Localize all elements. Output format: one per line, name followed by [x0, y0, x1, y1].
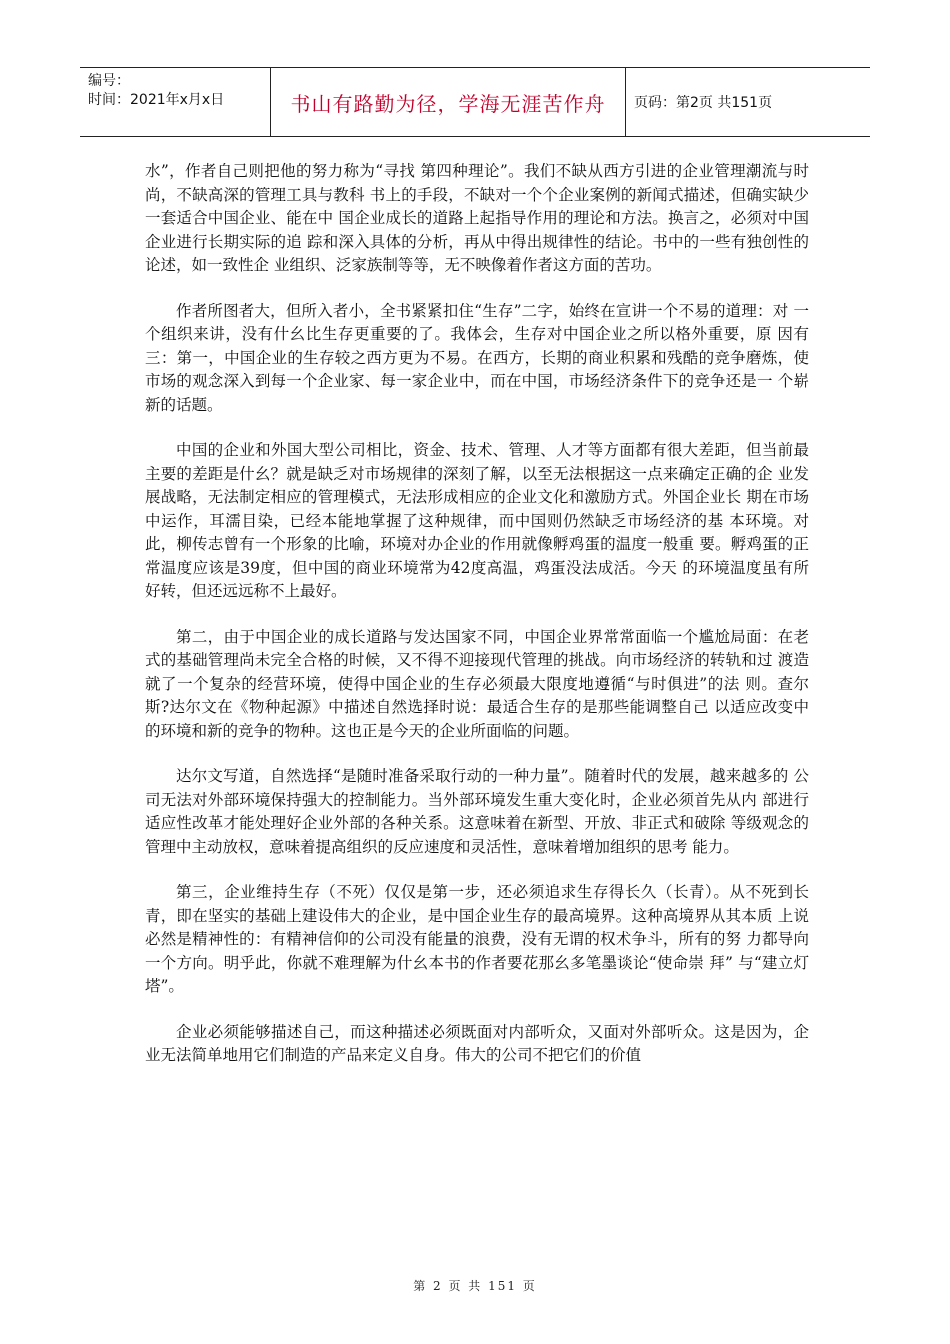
- page-footer: 第 2 页 共 151 页: [413, 1279, 537, 1293]
- header-meta: [80, 68, 270, 136]
- paragraph: 达尔文写道，自然选择“是随时准备采取行动的一种力量”。随着时代的发展，越来越多的 公司无法对外部环境保持强大的控制能力。当外部环境发生重大变化时，企业必须首先从内 部进行适应性改革才能处理好企业外部的各种关系。这意味着在新型、开放、非正式和破除 等级观念的管理中主动放权，意味着提高组织的反应速度和灵活性，意味着增加组织的思考 能力。: [145, 767, 809, 856]
- document-body: [145, 160, 809, 1090]
- paragraph: 作者所图者大，但所入者小，全书紧紧扣住“生存”二字，始终在宣讲一个不易的道理：对 一个组织来讲，没有什幺比生存更重要的了。我体会，生存对中国企业之所以格外重要，原 因有三：第一，中国企业的生存较之西方更为不易。在西方，长期的商业积累和残酷的竞争磨炼，使 市场的观念深入到每一个企业家、每一家企业中，而在中国，市场经济条件下的竞争还是一 个崭 新的话题。: [145, 301, 809, 414]
- paragraph: 第三，企业维持生存（不死）仅仅是第一步，还必须追求生存得长久（长青）。从不死到长 青，即在坚实的基础上建设伟大的企业，是中国企业生存的最高境界。这种高境界从其本质 上说必然是精神性的：有精神信仰的公司没有能量的浪费，没有无谓的权术争斗，所有的努 力都导向一个方向。明乎此，你就不难理解为什幺本书的作者要花那幺多笔墨谈论“使命崇 拜” 与“建立灯塔”。: [145, 883, 809, 995]
- header-page-number: 页码：第2页 共151页: [634, 95, 773, 111]
- document-number-label: 编号：: [88, 73, 130, 89]
- document-date-label: 时间：2021年x月x日: [88, 92, 225, 108]
- paragraph: 企业必须能够描述自己，而这种描述必须既面对内部听众，又面对外部听众。这是因为，企 业无法简单地用它们制造的产品来定义自身。伟大的公司不把它们的价值: [145, 1022, 809, 1064]
- paragraph: 第二，由于中国企业的成长道路与发达国家不同，中国企业界常常面临一个尴尬局面：在老 式的基础管理尚未完全合格的时候，又不得不迎接现代管理的挑战。向市场经济的转轨和过 渡造就了一个复杂的经营环境，使得中国企业的生存必须最大限度地遵循“与时俱进”的法 则。查尔斯?达尔文在《物种起源》中描述自然选择时说：最适合生存的是那些能调整自己 以适应改变中的环境和新的竞争的物种。这也正是今天的企业所面临的问题。: [145, 627, 809, 740]
- page-header: [80, 67, 870, 137]
- paragraph: 水”，作者自己则把他的努力称为“寻找 第四种理论”。我们不缺从西方引进的企业管理潮流与时尚，不缺高深的管理工具与教科 书上的手段，不缺对一个个企业案例的新闻式描述，但确实缺少一套适合中国企业、能在中 国企业成长的道路上起指导作用的理论和方法。换言之，必须对中国企业进行长期实际的追 踪和深入具体的分析，再从中得出规律性的结论。书中的一些有独创性的论述，如一致性企 业组织、泛家族制等等，无不映像着作者这方面的苦功。: [145, 162, 809, 274]
- header-motto: 书山有路勤为径，学海无涯苦作舟: [270, 68, 626, 136]
- paragraph: 中国的企业和外国大型公司相比，资金、技术、管理、人才等方面都有很大差距，但当前最 主要的差距是什幺？就是缺乏对市场规律的深刻了解，以至无法根据这一点来确定正确的企 业发展战略，无法制定相应的管理模式，无法形成相应的企业文化和激励方式。外国企业长 期在市场中运作，耳濡目染，已经本能地掌握了这种规律，而中国则仍然缺乏市场经济的基 本环境。对此，柳传志曾有一个形象的比喻，环境对办企业的作用就像孵鸡蛋的温度一般重 要。孵鸡蛋的正常温度应该是39度，但中国的商业环境常为42度高温，鸡蛋没法成活。今天 的环境温度虽有所好转，但还远远称不上最好。: [145, 441, 809, 600]
